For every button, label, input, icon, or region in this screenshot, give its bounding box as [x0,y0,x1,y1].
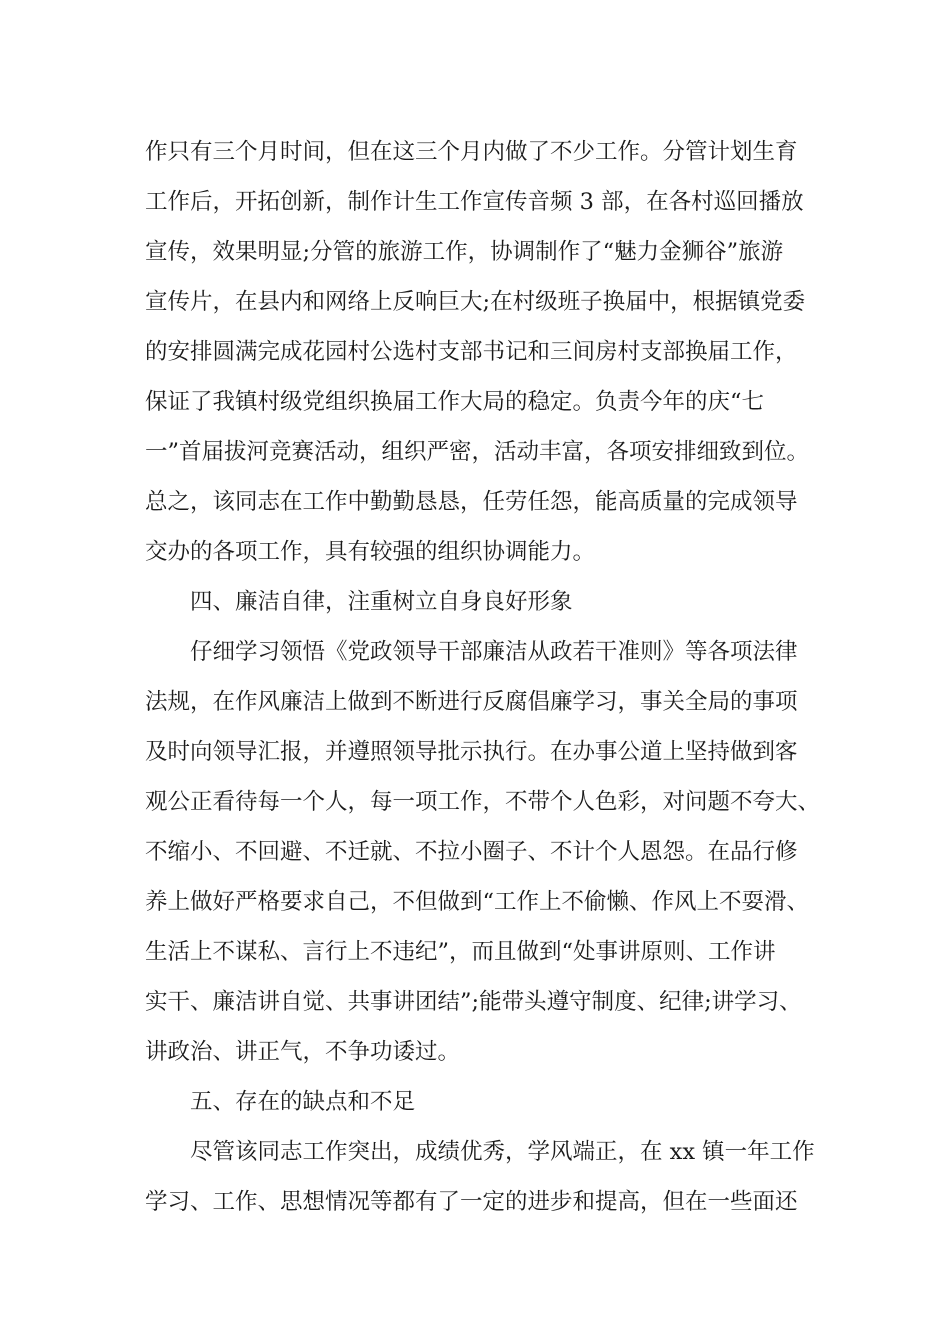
body-text-line: 及时向领导汇报，并遵照领导批示执行。在办事公道上坚持做到客 [145,739,798,765]
body-text-line: 宣传，效果明显;分管的旅游工作，协调制作了“魅力金狮谷”旅游 [145,239,784,265]
body-text-line: 尽管该同志工作突出，成绩优秀，学风端正，在 xx 镇一年工作 [190,1139,815,1165]
body-text-line: 生活上不谋私、言行上不违纪”，而且做到“处事讲原则、工作讲 [145,939,776,965]
body-text-line: 实干、廉洁讲自觉、共事讲团结”;能带头遵守制度、纪律;讲学习、 [145,989,802,1015]
body-text-line: 一”首届拔河竞赛活动，组织严密，活动丰富，各项安排细致到位。 [145,439,810,465]
body-text-line: 保证了我镇村级党组织换届工作大局的稳定。负责今年的庆“七 [145,389,765,415]
body-text-line: 学习、工作、思想情况等都有了一定的进步和提高，但在一些面还 [145,1189,798,1215]
body-text-line: 仔细学习领悟《党政领导干部廉洁从政若干准则》等各项法律 [190,639,798,665]
body-text-line: 讲政治、讲正气，不争功诿过。 [145,1039,461,1065]
body-text-line: 工作后，开拓创新，制作计生工作宣传音频 3 部，在各村巡回播放 [145,189,804,215]
body-text-line: 不缩小、不回避、不迁就、不拉小圈子、不计个人恩怨。在品行修 [145,839,798,865]
body-text-line: 法规，在作风廉洁上做到不断进行反腐倡廉学习，事关全局的事项 [145,689,798,715]
section-heading-5: 五、存在的缺点和不足 [190,1089,416,1115]
body-text-line: 交办的各项工作，具有较强的组织协调能力。 [145,539,596,565]
body-text-line: 总之，该同志在工作中勤勤恳恳，任劳任怨，能高质量的完成领导 [145,489,798,515]
section-heading-4: 四、廉洁自律，注重树立自身良好形象 [190,589,573,615]
body-text-line: 观公正看待每一个人，每一项工作，不带个人色彩，对问题不夸大、 [145,789,821,815]
body-text-line: 的安排圆满完成花园村公选村支部书记和三间房村支部换届工作， [145,339,798,365]
body-text-line: 养上做好严格要求自己，不但做到“工作上不偷懒、作风上不耍滑、 [145,889,810,915]
body-text-line: 宣传片，在县内和网络上反响巨大;在村级班子换届中，根据镇党委 [145,289,806,315]
body-text-line: 作只有三个月时间，但在这三个月内做了不少工作。分管计划生育 [145,139,798,165]
